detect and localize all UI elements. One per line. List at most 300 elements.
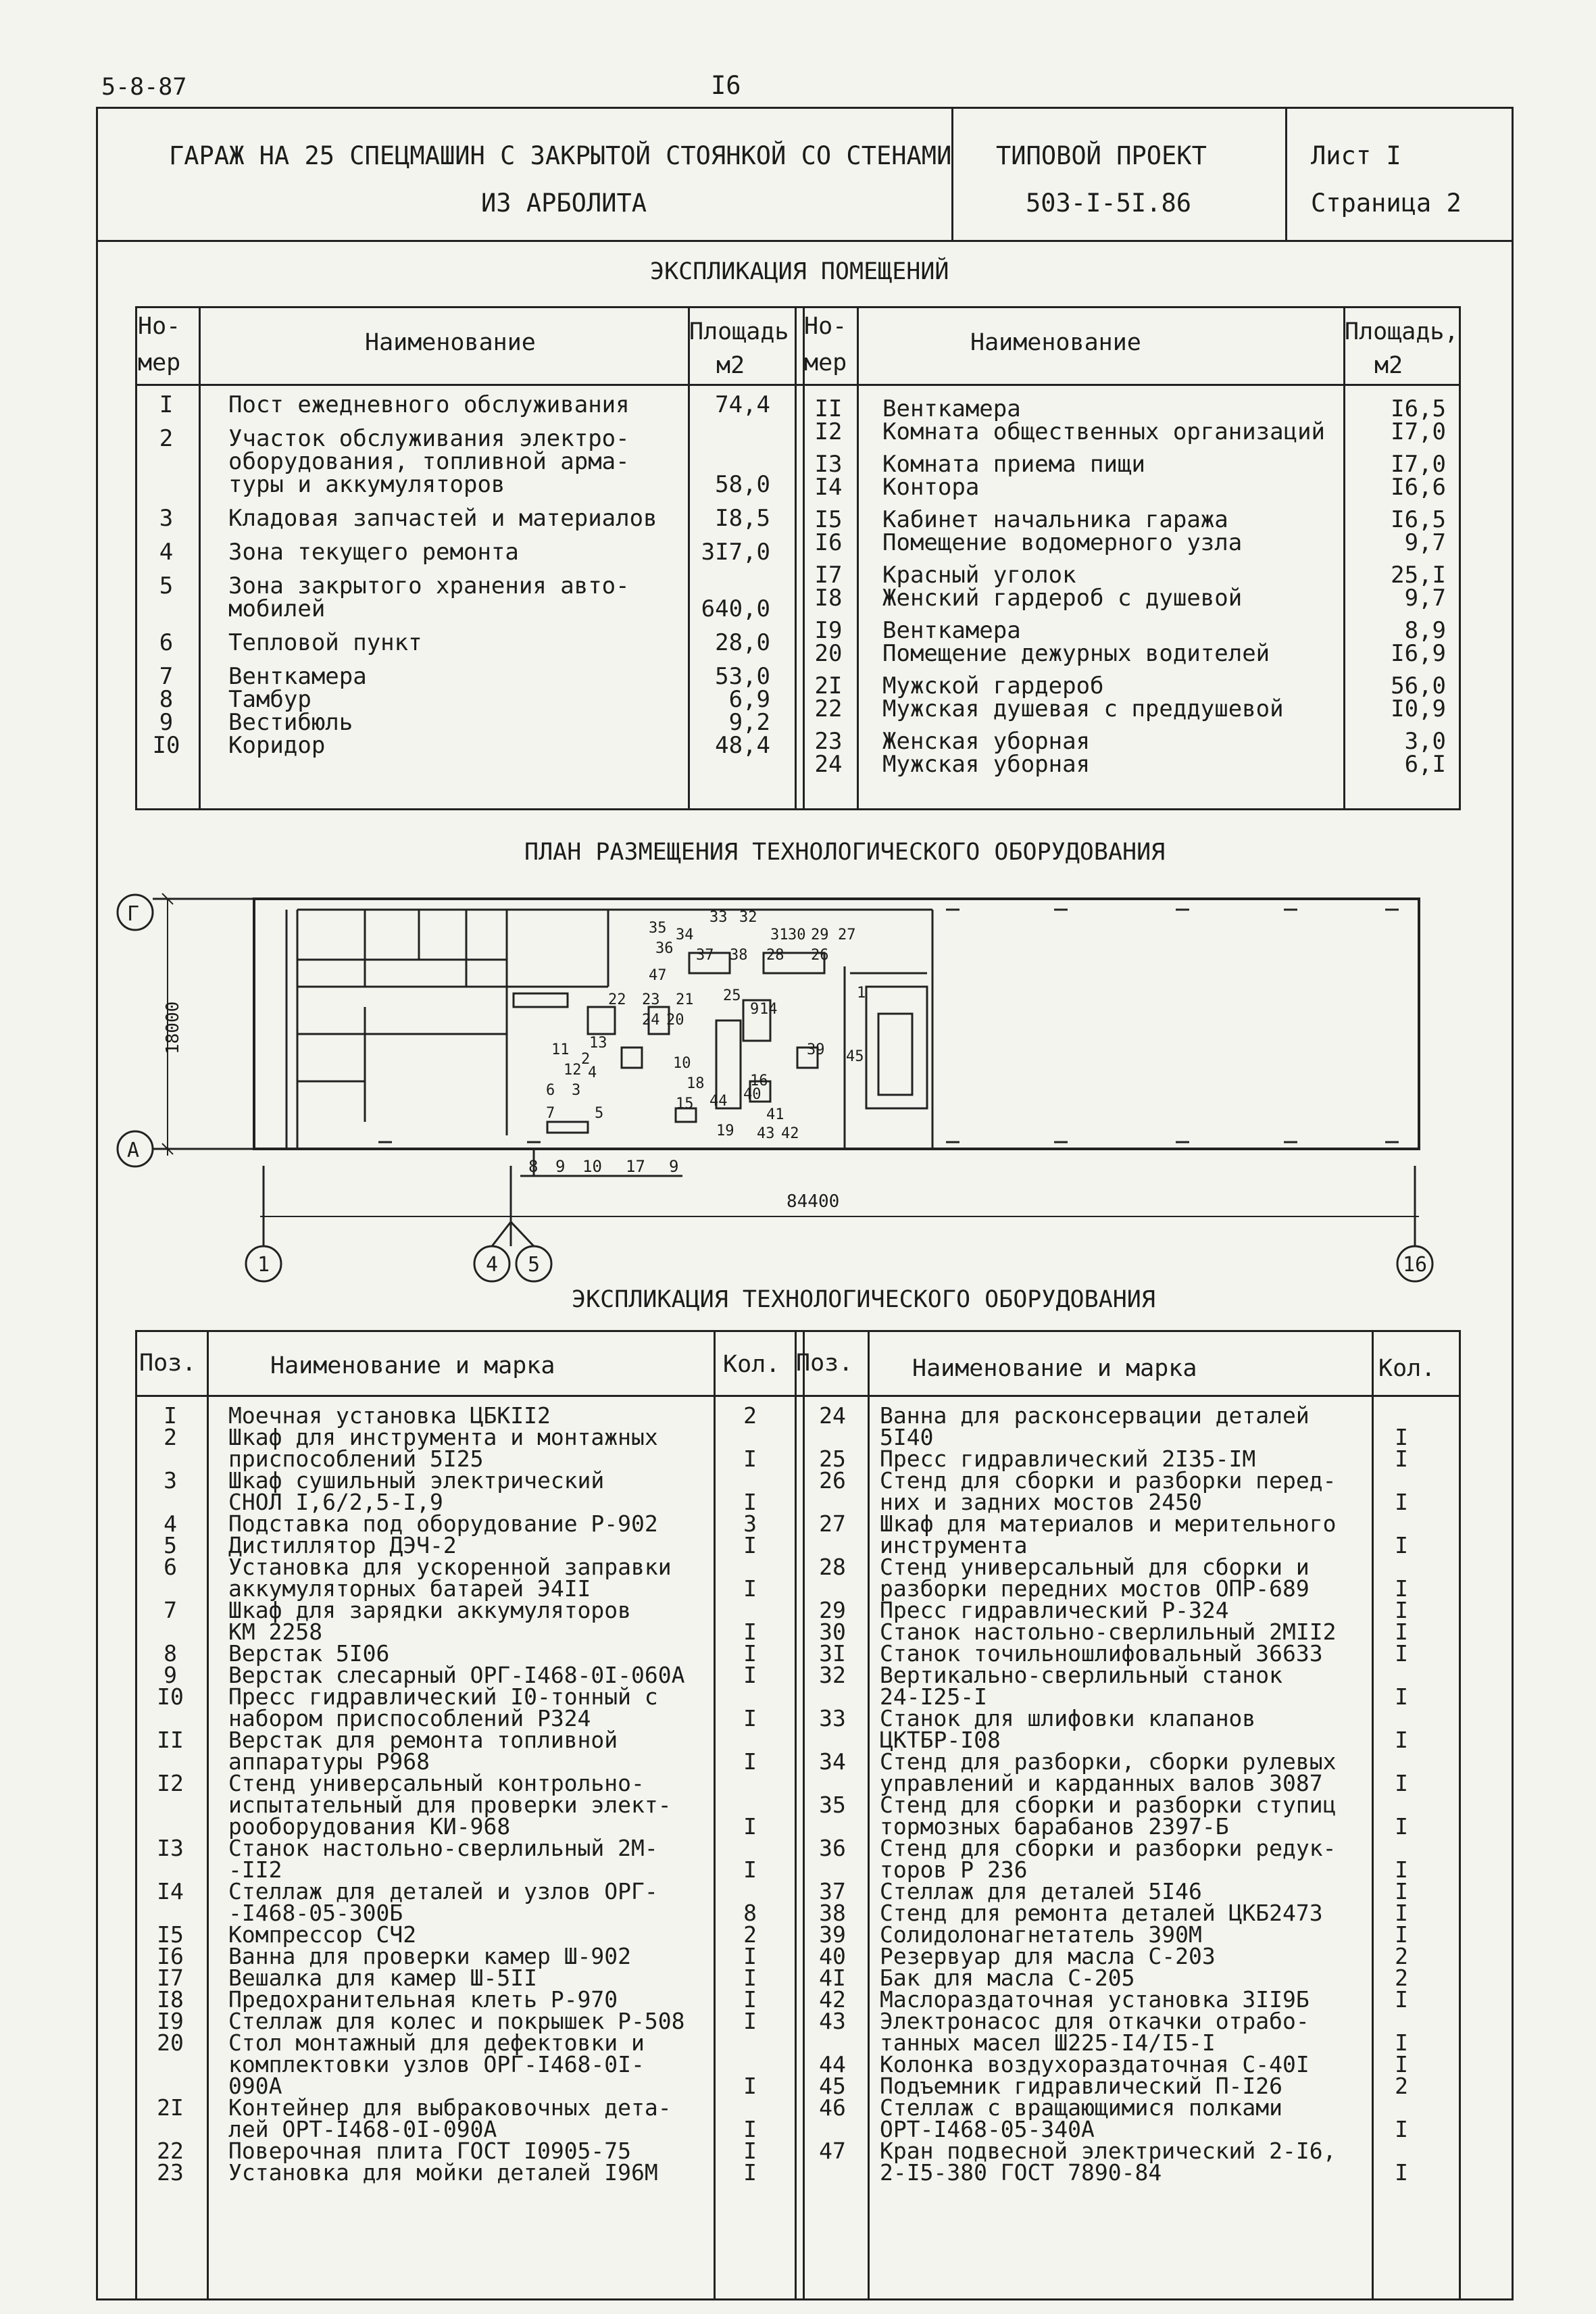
- equipment-row-value: I: [1395, 1727, 1408, 1753]
- equipment-row-value: I: [743, 1446, 757, 1472]
- axis-label-1: 1: [257, 1253, 270, 1277]
- equipment-row-name: Бак для масла С-205: [880, 1965, 1135, 1991]
- plan-equipment-label: 3: [572, 1082, 581, 1099]
- room-row-value: 58,0: [715, 471, 770, 498]
- plan-equipment-label: 37: [696, 947, 714, 964]
- plan-equipment-label: 41: [766, 1106, 784, 1123]
- equipment-row-num: 5: [164, 1532, 177, 1558]
- room-row-name: Пост ежедневного обслуживания: [228, 391, 630, 418]
- room-row-value: I6,5: [1391, 395, 1446, 422]
- rooms-col-num-header: мер: [138, 349, 181, 376]
- equipment-row-num: 22: [157, 2138, 184, 2164]
- equipment-row-name: Пресс гидравлический I0-тонный с: [228, 1683, 658, 1710]
- plan-equipment-label: 29: [811, 927, 829, 943]
- equipment-row-num: 29: [819, 1597, 846, 1623]
- room-row-value: 8,9: [1404, 617, 1446, 644]
- equipment-row-num: 9: [164, 1662, 177, 1688]
- plan-equipment-label: 23: [642, 991, 660, 1008]
- room-row-num: 6: [159, 629, 174, 656]
- room-row-name: Красный уголок: [882, 562, 1076, 589]
- equipment-row-value: I: [743, 1943, 757, 1969]
- room-row-value: 56,0: [1391, 672, 1446, 699]
- room-row-num: I2: [814, 418, 843, 445]
- equipment-col-line: [1372, 1330, 1374, 2300]
- room-row-name: Венткамера: [882, 395, 1021, 422]
- equipment-row-value: I: [1395, 1856, 1408, 1883]
- room-row-num: I6: [814, 529, 843, 556]
- equipment-row-num: I6: [157, 1943, 184, 1969]
- plan-equipment-label: 47: [649, 967, 667, 984]
- room-row-num: I9: [814, 617, 843, 644]
- plan-equipment-label: 25: [723, 987, 741, 1004]
- plan-equipment-label: 5: [595, 1105, 604, 1122]
- equipment-row-name: Подъемник гидравлический П-I26: [880, 2073, 1283, 2099]
- equipment-row-num: 4I: [819, 1965, 846, 1991]
- equipment-row-value: I: [743, 1532, 757, 1558]
- equipment-row-num: 47: [819, 2138, 846, 2164]
- callout-8: 8: [528, 1157, 539, 1176]
- equipment-row-name: Стенд для сборки и разборки редук-: [880, 1835, 1337, 1861]
- equipment-row-name: Стенд для ремонта деталей ЦКБ2473: [880, 1900, 1323, 1926]
- equipment-row-name: Маслораздаточная установка 3II9Б: [880, 1986, 1310, 2013]
- equipment-row-name: Стеллаж для деталей и узлов ОРГ-: [228, 1878, 658, 1904]
- equipment-row-num: 3: [164, 1467, 177, 1494]
- equipment-row-name: Пресс гидравлический Р-324: [880, 1597, 1229, 1623]
- equipment-row-name: Шкаф для зарядки аккумуляторов: [228, 1597, 632, 1623]
- equipment-row-num: 36: [819, 1835, 846, 1861]
- equipment-row-name: Предохранительная клеть Р-970: [228, 1986, 618, 2013]
- equipment-row-num: I0: [157, 1683, 184, 1710]
- equipment-row-name: Верстак для ремонта топливной: [228, 1727, 618, 1753]
- equipment-row-value: I: [1395, 2029, 1408, 2056]
- equipment-row-num: 3I: [819, 1640, 846, 1667]
- plan-equipment-label: 9: [750, 1001, 759, 1018]
- equipment-row-name: Установка для ускоренной заправки: [228, 1554, 672, 1580]
- equipment-row-name: Резервуар для масла С-203: [880, 1943, 1216, 1969]
- room-row-name: Венткамера: [882, 617, 1021, 644]
- equipment-row-name: инструмента: [880, 1532, 1028, 1558]
- equipment-row-name: Колонка воздухораздаточная С-40I: [880, 2051, 1310, 2077]
- equipment-col-line: [868, 1330, 870, 2300]
- equipment-row-num: 27: [819, 1510, 846, 1537]
- equipment-row-num: 32: [819, 1662, 846, 1688]
- room-row-name: Комната общественных организаций: [882, 418, 1326, 445]
- plan-equipment-label: 42: [781, 1125, 799, 1142]
- plan-equipment-label: 45: [846, 1048, 864, 1065]
- equipment-row-num: 34: [819, 1748, 846, 1775]
- equipment-row-name: Ванна для проверки камер Ш-902: [228, 1943, 632, 1969]
- rooms-col-area-header: Площадь,: [1345, 318, 1459, 345]
- room-row-value: I6,9: [1391, 640, 1446, 667]
- equipment-row-name: ОРТ-I468-05-340А: [880, 2116, 1095, 2142]
- room-row-value: 28,0: [715, 629, 770, 656]
- project-number: 503-I-5I.86: [1026, 189, 1192, 218]
- room-row-name: Мужская уборная: [882, 751, 1091, 778]
- equipment-row-value: I: [1395, 1619, 1408, 1645]
- equipment-row-value: I: [743, 2008, 757, 2034]
- equipment-row-name: Солидолонагнетатель 390М: [880, 1921, 1202, 1948]
- equipment-row-num: I8: [157, 1986, 184, 2013]
- equipment-row-name: аккумуляторных батарей Э4II: [228, 1575, 591, 1602]
- equipment-row-name: набором приспособлений Р324: [228, 1705, 591, 1731]
- room-row-value: 3,0: [1404, 728, 1446, 755]
- room-row-name: Контора: [882, 474, 980, 501]
- equipment-row-num: I4: [157, 1878, 184, 1904]
- equipment-row-name: танных масел Ш225-I4/I5-I: [880, 2029, 1216, 2056]
- room-row-name: Помещение дежурных водителей: [882, 640, 1270, 667]
- equipment-row-num: 43: [819, 2008, 846, 2034]
- room-row-num: 23: [814, 728, 843, 755]
- equipment-row-value: I: [1395, 1446, 1408, 1472]
- drawing-title-line1: ГАРАЖ НА 25 СПЕЦМАШИН С ЗАКРЫТОЙ СТОЯНКОЙ СО СТЕНАМИ: [169, 141, 952, 170]
- dimension-width: 84400: [787, 1191, 840, 1212]
- plan-equipment-label: 27: [838, 927, 856, 943]
- equipment-row-num: 39: [819, 1921, 846, 1948]
- axis-label-A: А: [127, 1139, 140, 1162]
- equipment-row-value: I: [1395, 1489, 1408, 1515]
- plan-equipment-label: 40: [743, 1086, 762, 1103]
- room-row-num: 22: [814, 695, 843, 722]
- equipment-row-value: 3: [743, 1510, 757, 1537]
- equipment-row-num: I7: [157, 1965, 184, 1991]
- equipment-col-name-header: Наименование и марка: [270, 1352, 555, 1379]
- room-row-name: Тепловой пункт: [228, 629, 422, 656]
- equipment-col-pos-header: Поз.: [796, 1350, 853, 1377]
- page-number: I6: [711, 71, 741, 100]
- room-row-value: I6,6: [1391, 474, 1446, 501]
- plan-equipment-label: 14: [759, 1001, 778, 1018]
- plan-equipment-label: 6: [546, 1082, 555, 1099]
- room-row-value: 25,I: [1391, 562, 1446, 589]
- equipment-row-name: управлений и карданных валов 3087: [880, 1770, 1323, 1796]
- equipment-row-name: Шкаф для инструмента и монтажных: [228, 1424, 658, 1450]
- room-row-num: I4: [814, 474, 843, 501]
- equipment-col-line: [803, 1330, 805, 2300]
- equipment-row-value: I: [1395, 1900, 1408, 1926]
- room-row-value: 9,2: [728, 709, 770, 736]
- room-row-num: 2: [159, 425, 174, 452]
- room-row-name: туры и аккумуляторов: [228, 471, 505, 498]
- equipment-row-value: I: [1395, 2159, 1408, 2186]
- room-row-num: I5: [814, 506, 843, 533]
- equipment-row-name: Станок настольно-сверлильный 2МII2: [880, 1619, 1337, 1645]
- axis-label-5: 5: [528, 1253, 541, 1277]
- plan-equipment-label: 36: [655, 940, 674, 957]
- equipment-row-num: 45: [819, 2073, 846, 2099]
- room-row-num: I3: [814, 451, 843, 478]
- equipment-row-value: I: [1395, 2051, 1408, 2077]
- room-row-num: 8: [159, 686, 174, 713]
- equipment-row-value: I: [1395, 1424, 1408, 1450]
- equipment-row-name: ЦКТБР-I08: [880, 1727, 1001, 1753]
- rooms-col-num-header: мер: [804, 349, 847, 376]
- room-row-value: I7,0: [1391, 418, 1446, 445]
- plan-equipment-label: 34: [676, 927, 694, 943]
- equipment-row-name: Вешалка для камер Ш-5II: [228, 1965, 537, 1991]
- equipment-row-name: Шкаф для материалов и мерительного: [880, 1510, 1337, 1537]
- callout-10: 10: [582, 1157, 602, 1176]
- room-row-value: 6,I: [1404, 751, 1446, 778]
- equipment-row-num: 33: [819, 1705, 846, 1731]
- room-row-name: Женская уборная: [882, 728, 1091, 755]
- equipment-row-name: тормозных барабанов 2397-Б: [880, 1813, 1229, 1840]
- room-row-value: 48,4: [715, 732, 770, 759]
- equipment-row-value: 2: [743, 1921, 757, 1948]
- equipment-row-name: Кран подвесной электрический 2-I6,: [880, 2138, 1337, 2164]
- room-row-num: 3: [159, 505, 174, 532]
- equipment-row-num: 7: [164, 1597, 177, 1623]
- equipment-row-value: I: [743, 1748, 757, 1775]
- plan-equipment-label: 22: [608, 991, 626, 1008]
- room-row-num: II: [814, 395, 843, 422]
- equipment-row-num: I5: [157, 1921, 184, 1948]
- equipment-row-name: Стеллаж для колес и покрышек Р-508: [228, 2008, 685, 2034]
- room-row-num: I0: [152, 732, 180, 759]
- plan-equipment-label: 10: [673, 1055, 691, 1072]
- project-label: ТИПОВОЙ ПРОЕКТ: [996, 141, 1207, 170]
- equipment-row-value: I: [743, 1489, 757, 1515]
- room-row-num: 2I: [814, 672, 843, 699]
- equipment-row-value: 8: [743, 1900, 757, 1926]
- equipment-row-num: II: [157, 1727, 184, 1753]
- equipment-row-name: Стеллаж с вращающимися полками: [880, 2094, 1283, 2121]
- equipment-col-line: [714, 1330, 716, 2300]
- equipment-row-name: испытательный для проверки элект-: [228, 1792, 672, 1818]
- equipment-row-num: 2: [164, 1424, 177, 1450]
- equipment-row-name: Моечная установка ЦБКII2: [228, 1402, 551, 1429]
- plan-equipment-label: 7: [546, 1105, 555, 1122]
- equipment-row-value: 2: [743, 1402, 757, 1429]
- room-row-value: I8,5: [715, 505, 770, 532]
- equipment-row-name: комплектовки узлов ОРГ-I468-0I-: [228, 2051, 645, 2077]
- equipment-row-num: 2I: [157, 2094, 184, 2121]
- plan-equipment-label: 43: [757, 1125, 775, 1142]
- equipment-row-name: Станок для шлифовки клапанов: [880, 1705, 1256, 1731]
- room-row-value: 6,9: [728, 686, 770, 713]
- room-row-num: 24: [814, 751, 843, 778]
- equipment-row-value: I: [743, 2073, 757, 2099]
- equipment-row-name: Стенд универсальный контрольно-: [228, 1770, 645, 1796]
- equipment-col-qty-header: Кол.: [1378, 1355, 1436, 1382]
- room-row-num: I7: [814, 562, 843, 589]
- equipment-row-value: I: [743, 1640, 757, 1667]
- sheet-number: Лист I: [1311, 141, 1401, 170]
- room-row-name: Женский гардероб с душевой: [882, 585, 1243, 612]
- equipment-col-pos-header: Поз.: [139, 1350, 197, 1377]
- room-row-num: I: [159, 391, 174, 418]
- room-row-num: 5: [159, 572, 174, 599]
- equipment-row-name: 2-I5-380 ГОСТ 7890-84: [880, 2159, 1162, 2186]
- equipment-row-value: I: [1395, 1575, 1408, 1602]
- plan-equipment-label: 44: [709, 1093, 728, 1110]
- equipment-row-name: разборки передних мостов ОПР-689: [880, 1575, 1310, 1602]
- equipment-row-name: приспособлений 5I25: [228, 1446, 484, 1472]
- equipment-row-value: 2: [1395, 1965, 1408, 1991]
- equipment-row-name: Стенд универсальный для сборки и: [880, 1554, 1310, 1580]
- equipment-row-name: 090А: [228, 2073, 282, 2099]
- equipment-row-name: Поверочная плита ГОСТ I0905-75: [228, 2138, 632, 2164]
- drawing-title-line2: ИЗ АРБОЛИТА: [481, 189, 647, 218]
- room-row-name: Кабинет начальника гаража: [882, 506, 1228, 533]
- equipment-row-value: I: [743, 1619, 757, 1645]
- plan-equipment-label: 31: [770, 927, 789, 943]
- equipment-row-value: I: [1395, 1770, 1408, 1796]
- plan-equipment-label: 28: [766, 947, 784, 964]
- equipment-row-num: 42: [819, 1986, 846, 2013]
- equipment-row-num: I: [164, 1402, 177, 1429]
- plan-equipment-label: 26: [811, 947, 829, 964]
- equipment-row-name: рооборудования КИ-968: [228, 1813, 511, 1840]
- plan-equipment-label: 32: [739, 909, 757, 926]
- equipment-row-num: 6: [164, 1554, 177, 1580]
- room-row-name: Венткамера: [228, 663, 367, 690]
- equipment-row-num: 4: [164, 1510, 177, 1537]
- room-row-name: Зона закрытого хранения авто-: [228, 572, 630, 599]
- equipment-row-name: торов Р 236: [880, 1856, 1028, 1883]
- plan-equipment-label: 2: [581, 1051, 591, 1068]
- equipment-row-name: 5I40: [880, 1424, 934, 1450]
- equipment-row-value: I: [743, 1705, 757, 1731]
- room-row-value: 9,7: [1404, 529, 1446, 556]
- equipment-row-name: Стенд для сборки и разборки перед-: [880, 1467, 1337, 1494]
- room-row-name: Коридор: [228, 732, 326, 759]
- equipment-row-name: -II2: [228, 1856, 282, 1883]
- equipment-row-num: 28: [819, 1554, 846, 1580]
- plan-equipment-label: 20: [666, 1012, 684, 1029]
- equipment-row-value: I: [743, 1965, 757, 1991]
- equipment-row-value: I: [743, 2138, 757, 2164]
- equipment-row-num: 46: [819, 2094, 846, 2121]
- equipment-row-value: I: [1395, 1532, 1408, 1558]
- equipment-row-num: I2: [157, 1770, 184, 1796]
- plan-equipment-label: 39: [807, 1041, 825, 1058]
- equipment-row-num: 24: [819, 1402, 846, 1429]
- equipment-row-value: 2: [1395, 1943, 1408, 1969]
- room-row-name: мобилей: [228, 595, 326, 622]
- dimension-height: 18000: [163, 1001, 183, 1054]
- room-row-name: Мужской гардероб: [882, 672, 1104, 699]
- equipment-row-name: Вертикально-сверлильный станок: [880, 1662, 1283, 1688]
- equipment-col-line: [795, 1330, 797, 2300]
- corner-code: 5-8-87: [101, 74, 187, 101]
- equipment-row-num: 38: [819, 1900, 846, 1926]
- equipment-row-value: I: [743, 1813, 757, 1840]
- plan-equipment-label: 30: [788, 927, 806, 943]
- equipment-table-top-border: [135, 1330, 1461, 1332]
- equipment-row-value: I: [743, 1856, 757, 1883]
- equipment-row-value: I: [743, 1986, 757, 2013]
- room-row-name: Тамбур: [228, 686, 311, 713]
- room-row-name: Комната приема пищи: [882, 451, 1145, 478]
- equipment-col-line: [207, 1330, 209, 2300]
- plan-equipment-label: 21: [676, 991, 694, 1008]
- plan-equipment-label: 4: [588, 1064, 597, 1081]
- plan-heading: ПЛАН РАЗМЕЩЕНИЯ ТЕХНОЛОГИЧЕСКОГО ОБОРУДОВАНИЯ: [524, 839, 1166, 866]
- callout-17: 17: [626, 1157, 645, 1176]
- equipment-row-num: 26: [819, 1467, 846, 1494]
- equipment-row-value: I: [743, 2116, 757, 2142]
- equipment-col-name-header: Наименование и марка: [912, 1355, 1197, 1382]
- equipment-row-num: I3: [157, 1835, 184, 1861]
- equipment-row-num: 23: [157, 2159, 184, 2186]
- rooms-col-name-header: Наименование: [970, 329, 1141, 356]
- equipment-heading: ЭКСПЛИКАЦИЯ ТЕХНОЛОГИЧЕСКОГО ОБОРУДОВАНИЯ: [572, 1286, 1155, 1313]
- rooms-col-area-header: м2: [1374, 352, 1403, 379]
- building-outline: [254, 899, 1419, 1149]
- room-row-num: 7: [159, 663, 174, 690]
- room-row-name: Зона текущего ремонта: [228, 539, 519, 566]
- equipment-row-num: I9: [157, 2008, 184, 2034]
- equipment-row-value: I: [743, 2159, 757, 2186]
- equipment-row-name: -I468-05-300Б: [228, 1900, 403, 1926]
- room-row-num: 4: [159, 539, 174, 566]
- equipment-row-num: 20: [157, 2029, 184, 2056]
- room-row-num: I8: [814, 585, 843, 612]
- equipment-row-name: лей ОРТ-I468-0I-090А: [228, 2116, 497, 2142]
- room-row-num: 9: [159, 709, 174, 736]
- room-row-value: 3I7,0: [701, 539, 770, 566]
- room-row-value: I0,9: [1391, 695, 1446, 722]
- equipment-row-name: Верстак слесарный ОРГ-I468-0I-060А: [228, 1662, 685, 1688]
- equipment-row-name: Шкаф сушильный электрический: [228, 1467, 605, 1494]
- room-row-name: Участок обслуживания электро-: [228, 425, 630, 452]
- plan-equipment-label: 15: [676, 1096, 694, 1112]
- rooms-heading: ЭКСПЛИКАЦИЯ ПОМЕЩЕНИЙ: [650, 258, 949, 285]
- page-label: Страница 2: [1311, 189, 1462, 218]
- rooms-col-num-header: Но-: [138, 313, 181, 340]
- equipment-row-value: I: [1395, 2116, 1408, 2142]
- room-row-value: I6,5: [1391, 506, 1446, 533]
- equipment-col-line: [135, 1330, 137, 2300]
- equipment-row-num: 35: [819, 1792, 846, 1818]
- equipment-row-name: Пресс гидравлический 2I35-IМ: [880, 1446, 1256, 1472]
- plan-equipment-label: 16: [750, 1073, 768, 1089]
- equipment-row-num: 30: [819, 1619, 846, 1645]
- callout-9b: 9: [669, 1157, 679, 1176]
- equipment-row-name: Установка для мойки деталей I96М: [228, 2159, 658, 2186]
- plan-equipment-label: 12: [564, 1062, 582, 1079]
- equipment-row-name: КМ 2258: [228, 1619, 323, 1645]
- equipment-row-name: них и задних мостов 2450: [880, 1489, 1202, 1515]
- equipment-row-name: Станок настольно-сверлильный 2М-: [228, 1835, 658, 1861]
- room-row-value: 9,7: [1404, 585, 1446, 612]
- equipment-row-value: I: [1395, 1683, 1408, 1710]
- plan-equipment-label: 11: [551, 1041, 570, 1058]
- equipment-row-num: 25: [819, 1446, 846, 1472]
- axis-label-G: Г: [127, 902, 140, 926]
- equipment-row-value: I: [1395, 1878, 1408, 1904]
- room-row-name: Кладовая запчастей и материалов: [228, 505, 657, 532]
- equipment-row-name: Подставка под оборудование Р-902: [228, 1510, 658, 1537]
- equipment-row-name: Станок точильношлифовальный 36633: [880, 1640, 1323, 1667]
- equipment-row-value: I: [1395, 1921, 1408, 1948]
- equipment-row-name: СНОЛ I,6/2,5-I,9: [228, 1489, 443, 1515]
- equipment-row-value: I: [743, 1662, 757, 1688]
- room-row-value: I7,0: [1391, 451, 1446, 478]
- room-row-value: 53,0: [715, 663, 770, 690]
- equipment-row-num: 37: [819, 1878, 846, 1904]
- room-row-name: Мужская душевая с преддушевой: [882, 695, 1284, 722]
- equipment-table-header-border: [135, 1395, 1461, 1397]
- axis-label-16: 16: [1403, 1253, 1428, 1277]
- rooms-col-area-header: Площадь: [689, 318, 789, 345]
- equipment-row-name: Верстак 5I06: [228, 1640, 390, 1667]
- callout-9: 9: [555, 1157, 566, 1176]
- equipment-row-name: 24-I25-I: [880, 1683, 987, 1710]
- plan-equipment-label: 1: [857, 985, 866, 1002]
- rooms-col-area-header: м2: [716, 352, 745, 379]
- equipment-row-name: Контейнер для выбраковочных дета-: [228, 2094, 672, 2121]
